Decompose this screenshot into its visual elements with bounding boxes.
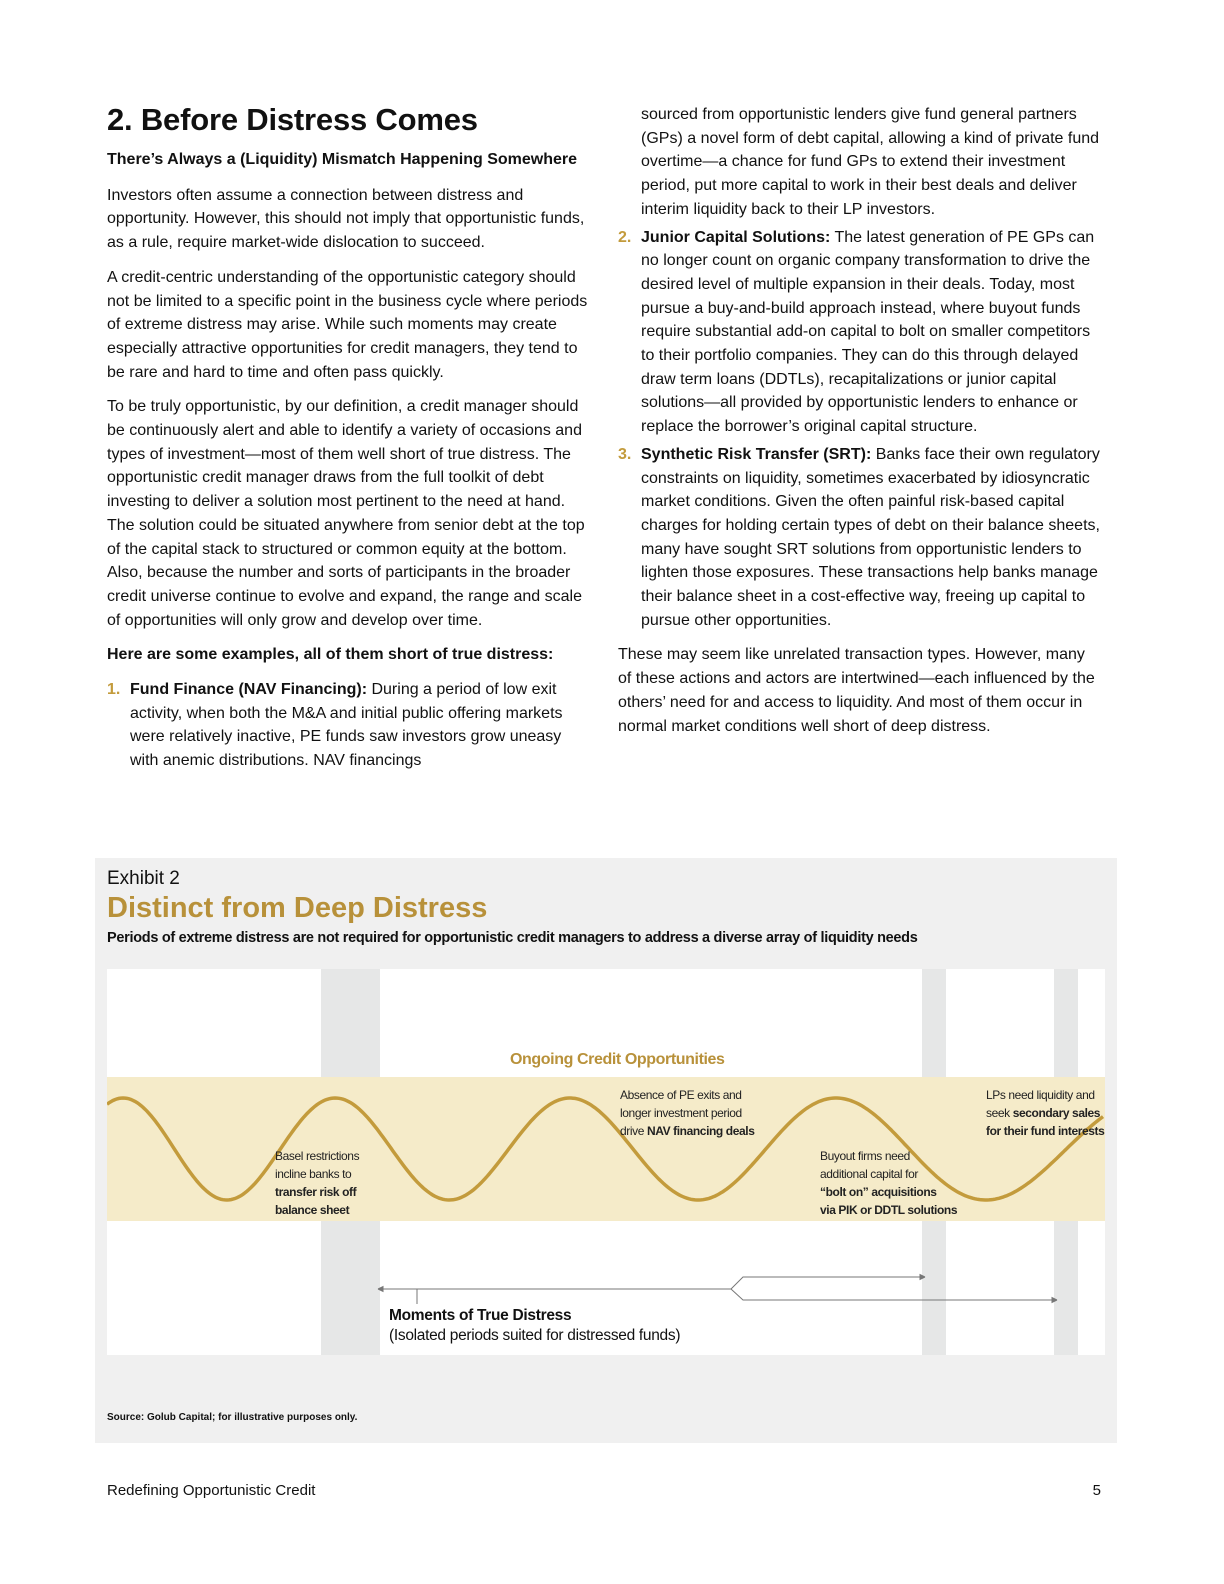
- examples-list: [107, 678, 592, 773]
- examples-list-continued: [618, 226, 1100, 633]
- example-item-3: [618, 443, 1100, 633]
- example-number: 2.: [618, 228, 632, 246]
- example-item-2: [618, 226, 1100, 439]
- paragraph-3: To be truly opportunistic, by our definition, a credit manager should be continuously alert and able to identify a variety of occasions and types of investment—most of them well short of true distress. The opportunistic credit manager draws from the full toolkit of debt investing to deliver a solution most pertinent to the need at hand. The solution could be situated anywhere from senior debt at the top of the capital stack to structured or common equity at the bottom. Also, because the number and sorts of participants in the broader credit universe continue to evolve and expand, the range and scale of opportunities will only grow and develop over time.: [107, 398, 585, 629]
- footer-page-number: 5: [1092, 1482, 1101, 1499]
- example-number: 1.: [107, 681, 121, 699]
- exhibit-panel: [95, 858, 1117, 1443]
- example-term: Junior Capital Solutions:: [641, 228, 831, 246]
- exhibit-source: Source: Golub Capital; for illustrative purposes only.: [107, 1412, 358, 1423]
- annotation-buyout: Buyout firms need additional capital for “bolt on” acquisitions via PIK or DDTL solutions: [820, 1149, 958, 1217]
- true-distress-title: Moments of True Distress: [389, 1307, 572, 1324]
- example-item-1: [107, 678, 592, 773]
- paragraph-1: Investors often assume a connection between distress and opportunity. However, this should not imply that opportunistic funds, as a rule, require market-wide dislocation to succeed.: [107, 186, 585, 252]
- examples-lead: Here are some examples, all of them short of true distress:: [107, 646, 554, 664]
- exhibit-label: Exhibit 2: [107, 868, 180, 889]
- ongoing-opportunities-label: Ongoing Credit Opportunities: [510, 1051, 725, 1068]
- right-column: [618, 103, 1100, 749]
- distress-diagram: [107, 969, 1105, 1355]
- example-number: 3.: [618, 445, 632, 463]
- annotation-lp-liquidity: LPs need liquidity and seek secondary sales for their fund interests: [986, 1088, 1105, 1138]
- example-term: Synthetic Risk Transfer (SRT):: [641, 445, 872, 463]
- paragraph-2: A credit-centric understanding of the opportunistic category should not be limited to a specific point in the business cycle where periods of extreme distress may arise. While such moments may create especially attractive opportunities for credit managers, they tend to be rare and hard to time and often pass quickly.: [107, 268, 588, 381]
- exhibit-title: Distinct from Deep Distress: [107, 892, 488, 924]
- closing-paragraph: These may seem like unrelated transaction types. However, many of these actions and actors are intertwined—each influenced by the others’ need for and access to liquidity. And most of them occur in normal market conditions well short of deep distress.: [618, 646, 1095, 735]
- true-distress-subtitle: (Isolated periods suited for distressed funds): [389, 1327, 681, 1344]
- left-column: [107, 100, 592, 777]
- footer-doc-title: Redefining Opportunistic Credit: [107, 1482, 316, 1499]
- example-text: During a period of low exit activity, when both the M&A and initial public offering markets were relatively inactive, PE funds saw investors grow uneasy with anemic distributions. NAV financings: [130, 681, 563, 770]
- example-item-1-continued: sourced from opportunistic lenders give fund general partners (GPs) a novel form of debt capital, allowing a kind of private fund overtime—a chance for fund GPs to extend their investment period, put more capital to work in their best deals and deliver interim liquidity back to their LP investors.: [641, 106, 1100, 218]
- example-text: The latest generation of PE GPs can no longer count on organic company transformation to drive the desired level of multiple expansion in their deals. Today, most pursue a buy-and-build approach instead, where buyout funds require substantial add-on capital to bolt on smaller competitors to their portfolio companies. They can do this through delayed draw term loans (DDTLs), recapitalizations or junior capital solutions—all provided by opportunistic lenders to enhance or replace the borrower’s original capital structure.: [641, 228, 1095, 436]
- distress-arrows: [378, 1275, 1057, 1305]
- example-text: Banks face their own regulatory constraints on liquidity, sometimes exacerbated by idiosyncratic market conditions. Given the often painful risk-based capital charges for holding certain types of debt on their balance sheets, many have sought SRT solutions from opportunistic lenders to lighten those exposures. These transactions help banks manage their balance sheet in a cost-effective way, freeing up capital to pursue other opportunities.: [641, 445, 1100, 629]
- annotation-basel: Basel restrictions incline banks to transfer risk off balance sheet: [275, 1149, 360, 1217]
- section-subhead: There’s Always a (Liquidity) Mismatch Happening Somewhere: [107, 151, 578, 168]
- annotation-nav-financing: Absence of PE exits and longer investment period drive NAV financing deals: [620, 1088, 755, 1138]
- exhibit-subtitle: Periods of extreme distress are not required for opportunistic credit managers to address a diverse array of liquidity needs: [107, 930, 918, 946]
- section-title: 2. Before Distress Comes: [107, 102, 478, 137]
- example-term: Fund Finance (NAV Financing):: [130, 681, 368, 699]
